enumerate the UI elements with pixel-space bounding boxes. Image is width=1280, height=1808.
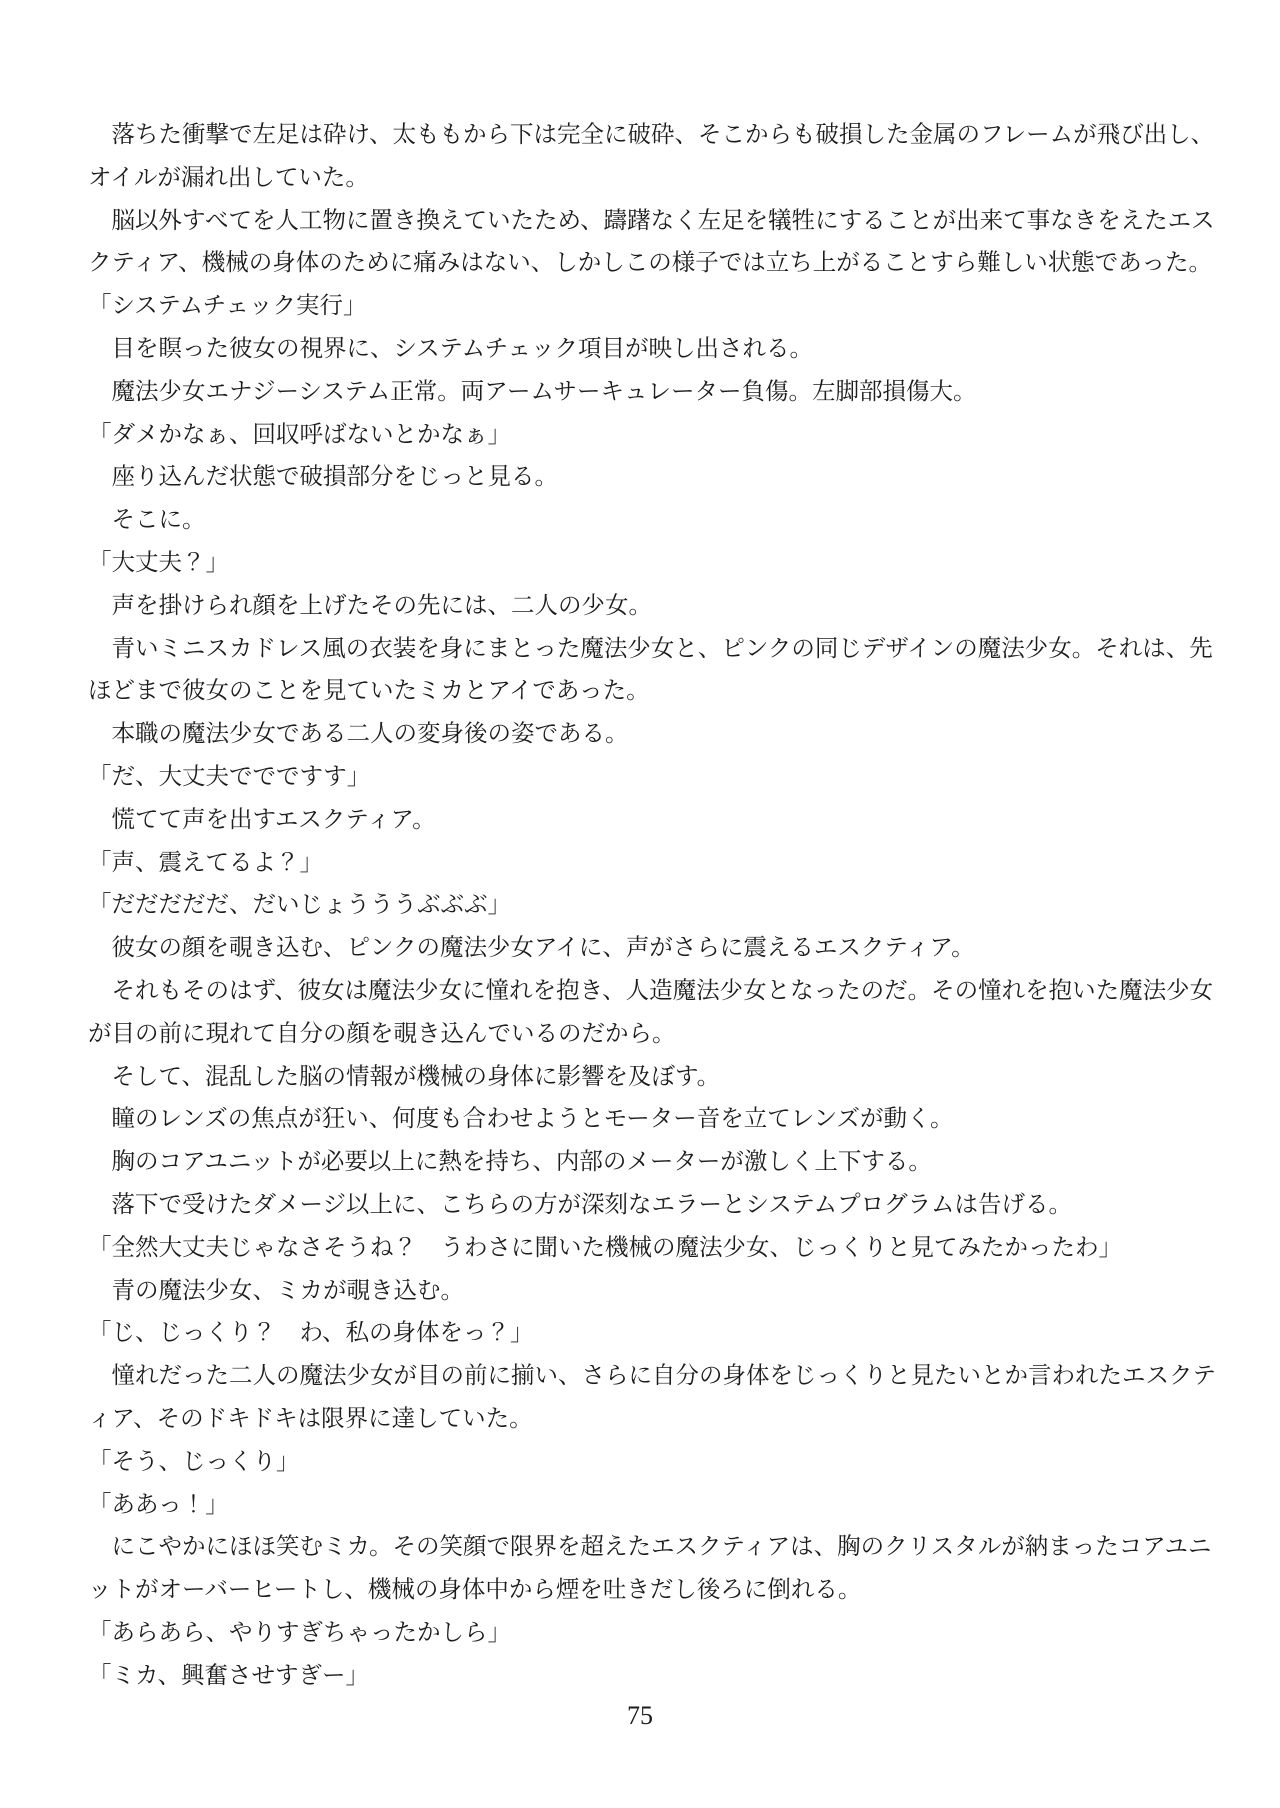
text-line: 魔法少女エナジーシステム正常。両アームサーキュレーター負傷。左脚部損傷大。 [111,378,977,405]
text-line: 「声、震えてるよ？」 [88,849,323,876]
text-line: が目の前に現れて自分の顔を覗き込んでいるのだから。 [88,1020,676,1047]
text-line: 座り込んだ状態で破損部分をじっと見る。 [111,464,558,491]
text-line: オイルが漏れ出していた。 [88,164,369,191]
text-line: そして、混乱した脳の情報が機械の身体に影響を及ぼす。 [111,1063,721,1090]
text-line: 「ああっ！」 [88,1491,229,1518]
text-line: ィア、そのドキドキは限界に達していた。 [88,1405,533,1432]
text-line: 「ミカ、興奮させすぎー」 [88,1662,370,1689]
text-line: 青の魔法少女、ミカが覗き込む。 [111,1277,464,1304]
text-line: ットがオーバーヒートし、機械の身体中から煙を吐きだし後ろに倒れる。 [88,1577,862,1604]
text-line: 「じ、じっくり？ わ、私の身体をっ？」 [88,1320,534,1347]
page-number: 75 [627,1701,653,1730]
text-line: 「大丈夫？」 [88,549,229,576]
text-line: 瞳のレンズの焦点が狂い、何度も合わせようとモーター音を立てレンズが動く。 [111,1106,954,1133]
text-line: 「ダメかなぁ、回収呼ばないとかなぁ」 [88,421,511,448]
text-line: 彼女の顔を覗き込む、ピンクの魔法少女アイに、声がさらに震えるエスクティア。 [111,935,975,962]
text-line: そこに。 [111,507,206,534]
text-line: 慌てて声を出すエスクティア。 [111,806,436,833]
text-line: 「そう、じっくり」 [88,1448,300,1475]
text-line: 青いミニスカドレス風の衣装を身にまとった魔法少女と、ピンクの同じデザインの魔法少女。それは、先 [111,635,1213,662]
text-line: 胸のコアユニットが必要以上に熱を持ち、内部のメーターが激しく上下する。 [111,1149,932,1176]
text-line: 「だだだだだ、だいじょうううぶぶぶ」 [88,892,511,919]
text-line: 目を瞑った彼女の視界に、システムチェック項目が映し出される。 [111,335,813,362]
text-line: 落ちた衝撃で左足は砕け、太ももから下は完全に破砕、そこからも破損した金属のフレームが飛び出し、 [111,122,1215,148]
text-line: 憧れだった二人の魔法少女が目の前に揃い、さらに自分の身体をじっくりと見たいとか言われたエスクテ [111,1363,1216,1390]
text-line: 落下で受けたダメージ以上に、こちらの方が深刻なエラーとシステムプログラムは告げる。 [111,1191,1072,1218]
text-line: 「全然大丈夫じゃなさそうね？ うわさに聞いた機械の魔法少女、じっくりと見てみたかったわ」 [88,1234,1122,1261]
text-line: 「システムチェック実行」 [88,293,367,320]
text-line: 本職の魔法少女である二人の変身後の姿である。 [111,721,629,748]
text-line: にこやかにほほ笑むミカ。その笑顔で限界を超えたエスクティアは、胸のクリスタルが納まったコアユニ [111,1534,1212,1561]
text-line: 声を掛けられ顔を上げたその先には、二人の少女。 [111,592,652,619]
text-block [88,114,1216,1697]
text-line: 脳以外すべてを人工物に置き換えていたため、躊躇なく左足を犠牲にすることが出来て事なきをえたエス [111,207,1215,234]
text-line: ほどまで彼女のことを見ていたミカとアイであった。 [88,678,650,705]
text-line: 「だ、大丈夫ででですす」 [88,763,371,790]
text-line: 「あらあら、やりすぎちゃったかしら」 [88,1619,511,1646]
text-line: それもそのはず、彼女は魔法少女に憧れを抱き、人造魔法少女となったのだ。その憧れを抱いた魔法少女 [111,977,1214,1004]
text-line: クティア、機械の身体のために痛みはない、しかしこの様子では立ち上がることすら難しい状態であった。 [88,250,1213,277]
